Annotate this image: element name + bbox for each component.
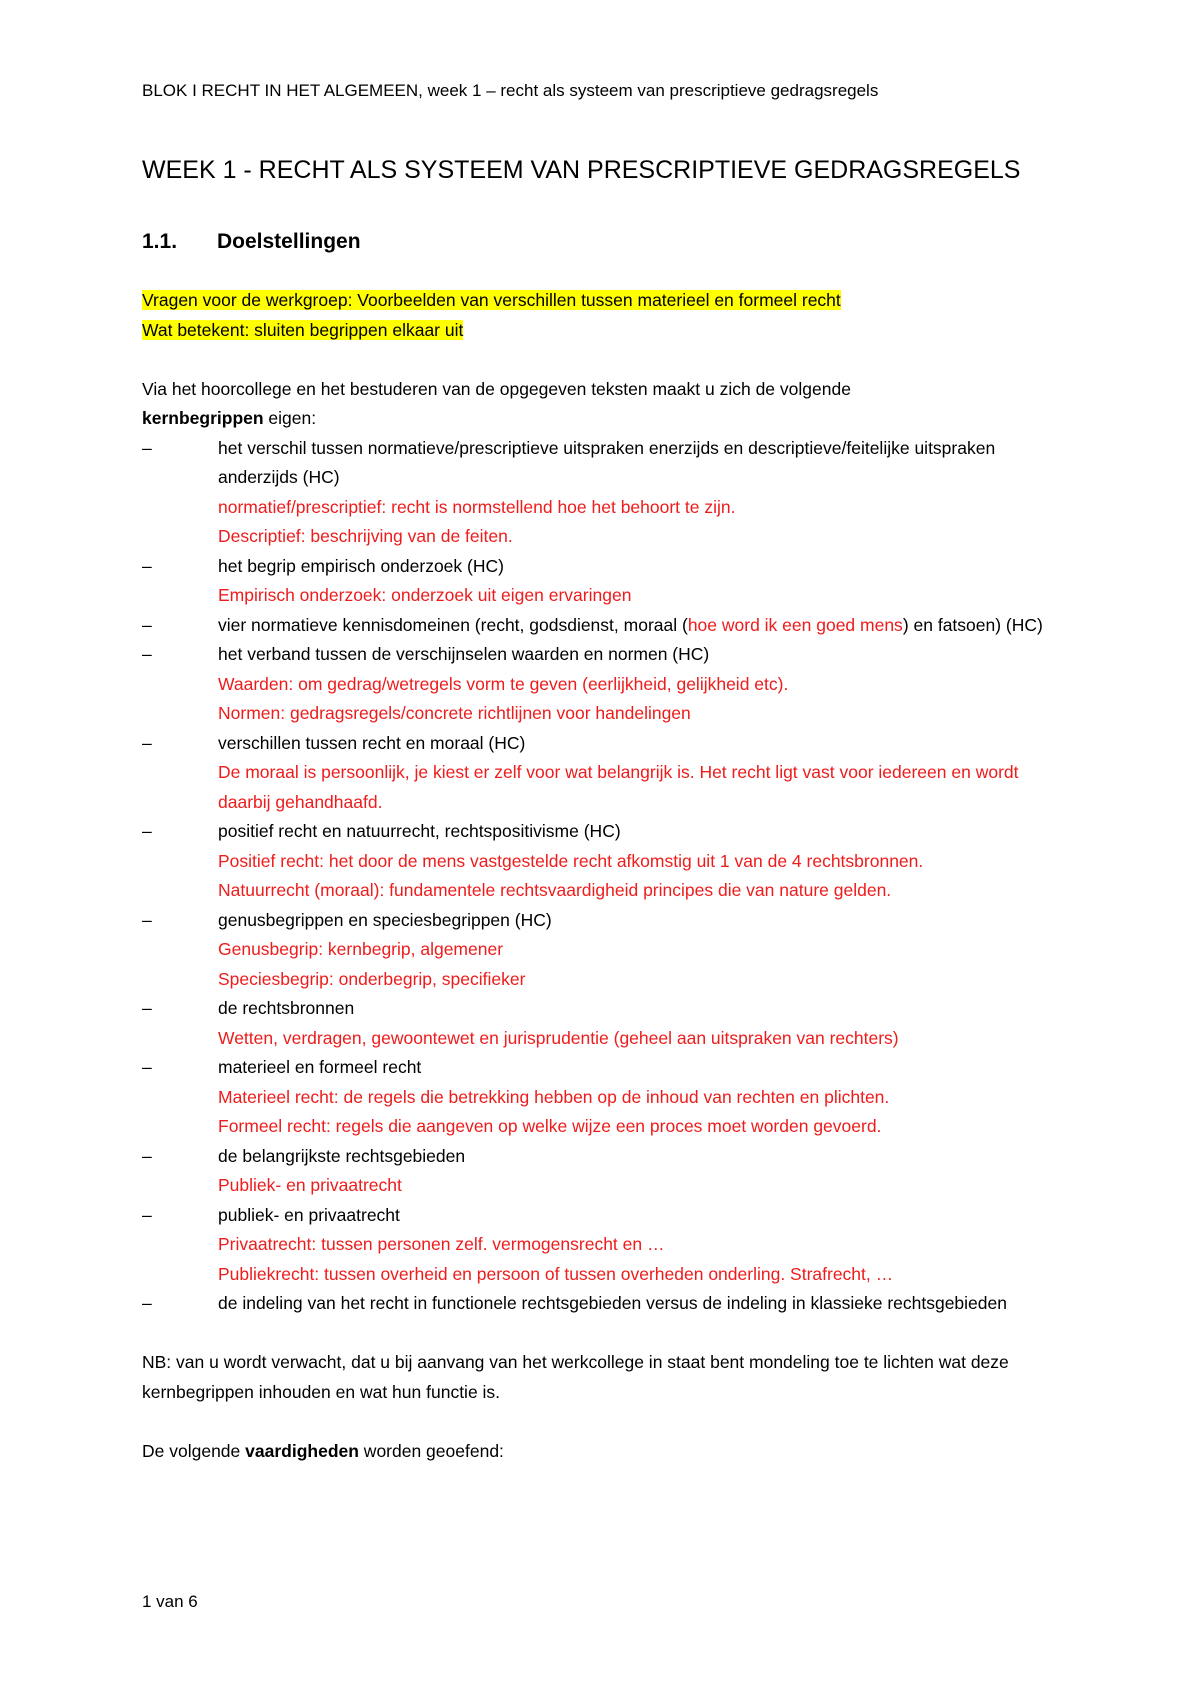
list-item xyxy=(142,1201,1062,1231)
list-item-text: het begrip empirisch onderzoek (HC) xyxy=(218,555,504,576)
list-item xyxy=(142,1142,1062,1172)
inline-answer-note: hoe word ik een goed mens xyxy=(687,614,903,635)
answer-note: Genusbegrip: kernbegrip, algemener xyxy=(218,939,504,959)
list-item-text: de rechtsbronnen xyxy=(218,998,355,1018)
list-item-text: het verband tussen de verschijnselen waarden en normen (HC) xyxy=(218,644,710,664)
intro-tail: eigen: xyxy=(263,408,317,428)
answer-note: De moraal is persoonlijk, je kiest er zelf voor wat belangrijk is. Het recht ligt vast voor iedereen en wordt daarbij gehandhaafd. xyxy=(218,762,1019,812)
answer-note: Publiekrecht: tussen overheid en persoon of tussen overheden onderling. Strafrecht, … xyxy=(218,1263,894,1284)
list-item-text: materieel en formeel recht xyxy=(218,1057,422,1077)
objectives-list xyxy=(142,434,1062,1319)
list-item xyxy=(142,1289,1062,1319)
list-item xyxy=(142,729,1062,759)
highlighted-question: Wat betekent: sluiten begrippen elkaar uit xyxy=(142,319,464,340)
list-item xyxy=(142,434,1062,493)
list-item-text xyxy=(218,611,1062,641)
list-item xyxy=(142,906,1062,936)
dash-marker: – xyxy=(142,1145,152,1166)
section-label: Doelstellingen xyxy=(217,230,361,253)
dash-marker: – xyxy=(142,821,152,841)
answer-note: Normen: gedragsregels/concrete richtlijnen voor handelingen xyxy=(218,703,691,723)
list-item-text-before: vier normatieve kennisdomeinen (recht, godsdienst, moraal ( xyxy=(218,614,688,635)
answer-note: Speciesbegrip: onderbegrip, specifieker xyxy=(218,968,526,989)
list-item xyxy=(142,817,1062,847)
answer-note: Wetten, verdragen, gewoontewet en jurisprudentie (geheel aan uitspraken van rechters) xyxy=(218,1027,899,1048)
dash-marker: – xyxy=(142,1293,152,1313)
answer-note: normatief/prescriptief: recht is normstellend hoe het behoort te zijn. xyxy=(218,496,736,517)
dash-marker: – xyxy=(142,1057,152,1077)
list-item xyxy=(142,552,1062,582)
intro-line xyxy=(142,404,1062,434)
dash-marker: – xyxy=(142,644,152,664)
list-item xyxy=(142,1053,1062,1083)
skills-line xyxy=(142,1437,1062,1467)
answer-note: Descriptief: beschrijving van de feiten. xyxy=(218,526,513,546)
answer-note: Privaatrecht: tussen personen zelf. vermogensrecht en … xyxy=(218,1234,665,1254)
list-item-text: de belangrijkste rechtsgebieden xyxy=(218,1145,466,1166)
section-number: 1.1. xyxy=(142,230,178,253)
dash-marker: – xyxy=(142,998,152,1018)
page-title: WEEK 1 - RECHT ALS SYSTEEM VAN PRESCRIPTIEVE GEDRAGSREGELS xyxy=(142,156,1021,184)
list-item-text: genusbegrippen en speciesbegrippen (HC) xyxy=(218,909,552,930)
highlight-line xyxy=(142,286,1062,316)
intro-line: Via het hoorcollege en het bestuderen van de opgegeven teksten maakt u zich de volgende xyxy=(142,378,851,399)
list-item-text: verschillen tussen recht en moraal (HC) xyxy=(218,732,526,753)
dash-marker: – xyxy=(142,732,152,753)
skills-lead: De volgende xyxy=(142,1440,246,1461)
highlight-line xyxy=(142,316,1062,346)
answer-note: Empirisch onderzoek: onderzoek uit eigen ervaringen xyxy=(218,585,632,605)
answer-note: Natuurrecht (moraal): fundamentele rechtsvaardigheid principes die van nature gelden. xyxy=(218,880,892,900)
intro-bold-term: kernbegrippen xyxy=(142,408,264,428)
skills-tail: worden geoefend: xyxy=(358,1440,504,1461)
skills-bold-term: vaardigheden xyxy=(245,1440,359,1461)
body-text xyxy=(142,286,1062,1466)
list-item-text-after: ) en fatsoen) (HC) xyxy=(902,614,1043,635)
list-item xyxy=(142,640,1062,670)
section-heading xyxy=(142,228,361,256)
answer-note: Waarden: om gedrag/wetregels vorm te geven (eerlijkheid, gelijkheid etc). xyxy=(218,673,789,694)
list-item-text: de indeling van het recht in functionele rechtsgebieden versus de indeling in klassieke rechtsgebieden xyxy=(218,1293,1007,1313)
answer-note: Publiek- en privaatrecht xyxy=(218,1175,402,1195)
nb-paragraph: NB: van u wordt verwacht, dat u bij aanvang van het werkcollege in staat bent mondeling toe te lichten wat deze kernbegrippen inhouden en wat hun functie is. xyxy=(142,1352,1009,1402)
list-item-text: het verschil tussen normatieve/prescriptieve uitspraken enerzijds en descriptieve/feitelijke uitspraken anderzijds (HC) xyxy=(218,437,996,487)
dash-marker: – xyxy=(142,614,152,635)
dash-marker: – xyxy=(142,1204,152,1225)
answer-note: Positief recht: het door de mens vastgestelde recht afkomstig uit 1 van de 4 rechtsbronnen. xyxy=(218,850,924,871)
dash-marker: – xyxy=(142,437,152,458)
list-item-text: publiek- en privaatrecht xyxy=(218,1204,400,1225)
dash-marker: – xyxy=(142,555,152,576)
highlighted-question: Vragen voor de werkgroep: Voorbeelden van verschillen tussen materieel en formeel recht xyxy=(142,290,841,310)
answer-note: Formeel recht: regels die aangeven op welke wijze een proces moet worden gevoerd. xyxy=(218,1116,882,1136)
page-number: 1 van 6 xyxy=(142,1592,198,1611)
running-header: BLOK I RECHT IN HET ALGEMEEN, week 1 – recht als systeem van prescriptieve gedragsregels xyxy=(142,81,879,100)
dash-marker: – xyxy=(142,909,152,930)
list-item-text: positief recht en natuurrecht, rechtspositivisme (HC) xyxy=(218,821,621,841)
list-item xyxy=(142,994,1062,1024)
list-item xyxy=(142,611,1062,641)
answer-note: Materieel recht: de regels die betrekking hebben op de inhoud van rechten en plichten. xyxy=(218,1086,890,1107)
